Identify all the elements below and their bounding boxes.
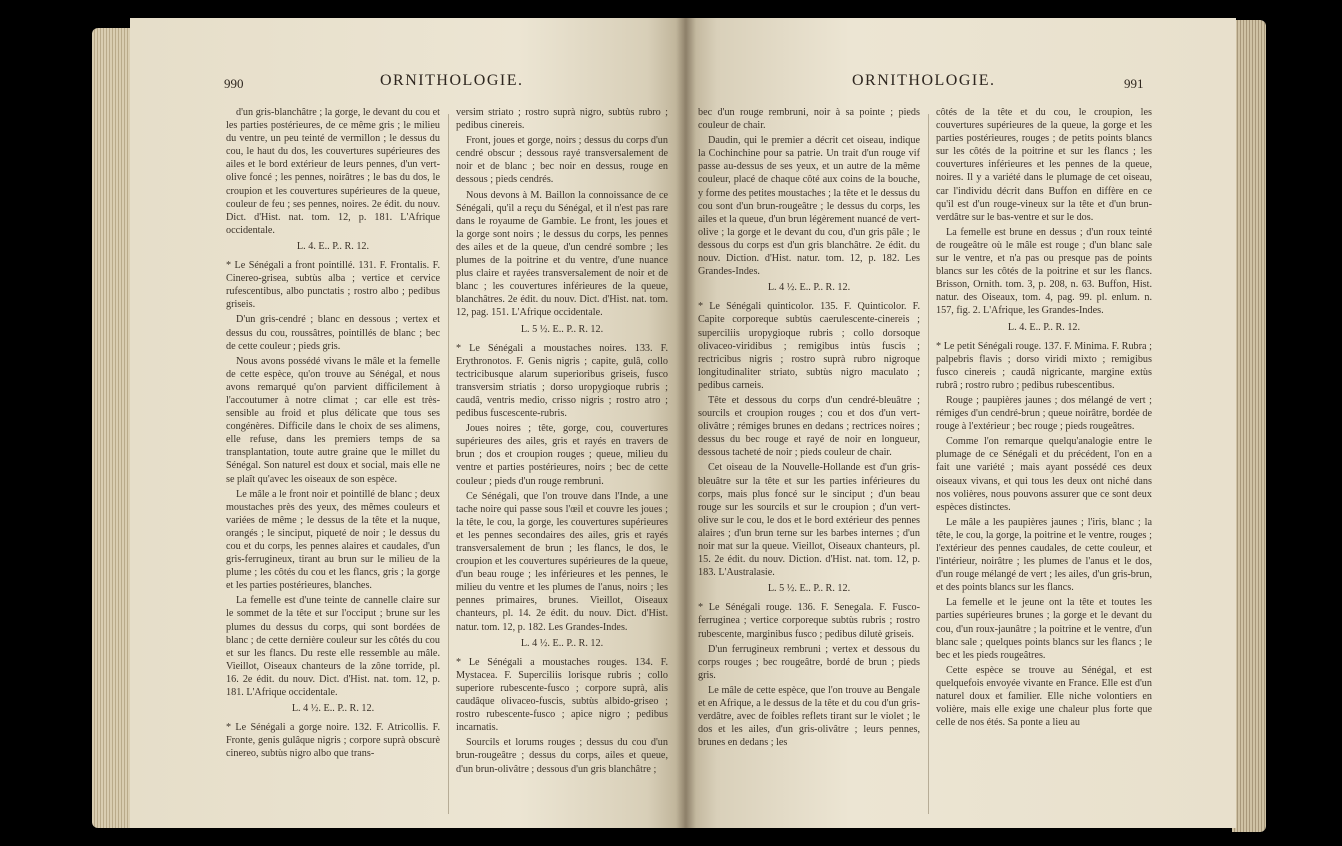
right-page-edges — [1232, 20, 1266, 832]
paragraph: Le mâle a les paupières jaunes ; l'iris, blanc ; la tête, le cou, la gorge, la poitrine et le ventre, rouges ; l'extérieur des pennes caudales, de cette couleur, et l'intérieur, noirâtre ; les plumes de l'anus et le dos, d'un rouge mélangé de vert ; les ailes, d'un gris-brun, et des points blancs sur les flancs. — [936, 516, 1152, 594]
measurement-line: L. 4 ½. E.. P.. R. 12. — [767, 282, 851, 294]
left-page-edges — [92, 28, 134, 828]
measurement-line: L. 4 ½. E.. P.. R. 12. — [291, 703, 375, 715]
book-gutter — [676, 18, 696, 828]
measurement-line: L. 5 ½. E.. P.. R. 12. — [767, 583, 851, 595]
paragraph: Comme l'on remarque quelqu'analogie entre le plumage de ce Sénégali et du précédent, l'on en a fait une variété ; mais ayant possédé ces deux oiseaux vivans, et qui tous les deux ont niché dans nos volières, nous pouvons assurer que ce sont deux espèces distinctes. — [936, 436, 1152, 513]
paragraph: Cette espèce se trouve au Sénégal, et est quelquefois envoyée vivante en France. Elle est d'un naturel doux et familier. Elle niche volontiers en volière, mais elle exige une chaleur plus forte que celle de nos étés. Sa ponte a lieu au — [936, 664, 1152, 729]
paragraph: Nous devons à M. Baillon la connoissance de ce Sénégali, qu'il a reçu du Sénégal, et il n'est pas rare dans le royaume de Gambie. Le front, les joues et la gorge sont noirs ; le dessus du corps, les pennes des ailes et de la queue, d'un cendré sombre ; les plumes de la poitrine et du ventre, d'une nuance plus claire et rayées transversalement de noir et de blanc ; les couvertures inférieures de la queue, blanchâtres. 2e édit. du nouv. Dict. d'Hist. nat. tom. 12, pag. 151. L'Afrique occidentale. — [456, 189, 668, 319]
species-entry-heading: * Le petit Sénégali rouge. 137. F. Minima. F. Rubra ; palpebris flavis ; dorso viridi mixto ; remigibus fusco cinereis ; caudâ nigricante, margine extùs rubrâ ; rostro rubro ; pedibus rubescentibus. — [936, 340, 1152, 391]
paragraph: D'un ferrugineux rembruni ; vertex et dessous du corps rouges ; bec rougeâtre, bordé de brun ; pieds gris. — [698, 643, 920, 681]
left-column-1 — [226, 106, 440, 763]
page-number-left: 990 — [224, 76, 244, 91]
species-entry-heading: * Le Sénégali a moustaches noires. 133. F. Erythronotos. F. Genis nigris ; capite, gulâ, collo tectricibusque alarum superioribus griseis, fusco transversim striatis ; dorso uropygioque rubris ; caudâ, ventris medio, crisso nigris ; rostro atro ; pedibus fuscescente-rubris. — [456, 342, 668, 420]
paragraph: Joues noires ; tête, gorge, cou, couvertures supérieures des ailes, gris et rayés en travers de brun ; dos et croupion rouges ; queue, milieu du ventre et parties postérieures, noirs ; bec de cette couleur ; pieds d'un rouge rembruni. — [456, 423, 668, 487]
column-rule — [928, 114, 929, 814]
paragraph: Rouge ; paupières jaunes ; dos mélangé de vert ; rémiges d'un cendré-brun ; queue noirâtre, bordée de rouge à l'extérieur ; bec rouge ; pieds rougeâtres. — [936, 394, 1152, 433]
species-entry-heading: * Le Sénégali a moustaches rouges. 134. F. Mystacea. F. Superciliis lorisque rubris ; collo superiore rubescente-fusco ; corpore suprà, alis caudâque olivaceo-fuscis, subtùs albido-griseo ; rostro rubescente-fusco ; apice nigro ; pedibus incarnatis. — [456, 656, 668, 734]
paragraph: Daudin, qui le premier a décrit cet oiseau, indique la Cochinchine pour sa patrie. Un trait d'un rouge vif passe au-dessus de ses yeux, et un autre de la même couleur, placé de chaque côté aux coins de la bouche, y forme des petites moustaches ; la tête et le dessus du cou sont d'un brun-rougeâtre ; le dessus du corps, les ailes et la queue, d'un brun légèrement nuancé de vert-olive ; la gorge et le devant du cou, d'un gris pâle ; le dessous du corps est d'un gris blanchâtre. 2e édit. du nouv. Diction. d'Hist. natur. tom. 12, p. 182. Les Grandes-Indes. — [698, 135, 920, 278]
right-page — [684, 18, 1236, 828]
column-rule — [448, 114, 449, 814]
paragraph: Cet oiseau de la Nouvelle-Hollande est d'un gris-bleuâtre sur la tête et sur les parties inférieures du corps, mais plus foncé sur le sinciput ; d'un beau rouge sur les sourcils et sur le croupion ; d'un vert-olive sur le cou, le dos et le bord extérieur des pennes alaires ; d'un brun terne sur les barbes internes ; d'un noir mat sur la queue. Vieillot, Oiseaux chanteurs, pl. 15. 2e édit. du nouv. Diction. d'Hist. nat. tom. 12, p. 183. L'Australasie. — [698, 462, 920, 579]
paragraph-continued: côtés de la tête et du cou, le croupion, les couvertures supérieures de la queue, la gorge et les parties postérieures, rouges ; de petits points blancs sur les côtés de la poitrine et sur les flancs ; les couvertures inférieures et les pennes de la queue, noires. Il y a variété dans le plumage de cet oiseau, car l'individu décrit dans Buffon en diffère en ce qu'il est d'un rouge-vineux sur la tête et d'un brun-verdâtre sur le bas-ventre et sur le dos. — [936, 107, 1152, 223]
paragraph: La femelle et le jeune ont la tête et toutes les parties supérieures brunes ; la gorge et le devant du cou, d'un roux-jaunâtre ; la poitrine et le ventre, d'un blanc sale ; quelques points blancs sur les flancs ; le bec et les pieds rougeâtres. — [936, 597, 1152, 661]
running-head-left: ORNITHOLOGIE. — [380, 72, 524, 89]
page-number-right: 991 — [1124, 76, 1144, 91]
right-column-2 — [936, 106, 1152, 731]
paragraph: La femelle est brune en dessus ; d'un roux teinté de rougeâtre où le mâle est rouge ; d'un blanc sale sur le ventre, et n'a pas ou presque pas de points blancs sur les côtés de la poitrine et sur les flancs. Brisson, Ornith. tom. 3, p. 208, n. 63. Buffon, Hist. natur. des Oiseaux, tom. 4, pag. 99. pl. enlum. n. 157, fig. 2. L'Afrique, les Grandes-Indes. — [936, 226, 1152, 317]
species-entry-heading: * Le Sénégali a front pointillé. 131. F. Frontalis. F. Cinereo-grisea, subtùs alba ; vertice et cervice rufescentibus, albo punctatis ; rostro albo ; pedibus griseis. — [226, 260, 440, 311]
paragraph: Tête et dessous du corps d'un cendré-bleuâtre ; sourcils et croupion rouges ; cou et dos d'un vert-olivâtre ; rémiges brunes en dedans ; rectrices noires ; dessus du bec rouge et rayé de noir en longueur, dessous tacheté de noir ; pieds couleur de chair. — [698, 394, 920, 459]
measurement-line: L. 4 ½. E.. P.. R. 12. — [520, 637, 604, 649]
left-page — [130, 18, 686, 828]
species-entry-heading: * Le Sénégali quinticolor. 135. F. Quinticolor. F. Capite corporeque subtùs caerulescente-cinereis ; superciliis uropygioque rubris ; collo dorsoque olivaceo-viridibus ; remigibus intùs fuscis ; rectricibus nigris ; rostro suprà rubro nigroque longitudinaliter striato, subtùs nigro maculato ; pedibus carneis. — [698, 301, 920, 391]
measurement-line: L. 4. E.. P.. R. 12. — [1007, 321, 1081, 333]
measurement-line: L. 4. E.. P.. R. 12. — [296, 240, 370, 252]
paragraph-continued: bec d'un rouge rembruni, noir à sa pointe ; pieds couleur de chair. — [698, 107, 920, 132]
paragraph: Nous avons possédé vivans le mâle et la femelle de cette espèce, qu'on trouve au Sénégal, et nous avons remarqué qu'on parvient difficilement à l'accoutumer à notre climat ; car elle est très-sensible au froid et plus délicate que tous ses congénères. Difficile dans le choix de ses alimens, elle refuse, dans les premiers temps de sa transplantation, toute autre graine que le millet du Sénégal. Son naturel est doux et social, mais elle ne se plaît qu'avec les oiseaux de son espèce. — [226, 355, 440, 485]
right-column-1 — [698, 106, 920, 751]
species-entry-heading: * Le Sénégali a gorge noire. 132. F. Atricollis. F. Fronte, genis gulâque nigris ; corpore suprà obscurè cinereo, subtùs nigro albo que trans- — [226, 722, 440, 760]
paragraph: Le mâle de cette espèce, que l'on trouve au Bengale et en Afrique, a le dessus de la tête et du cou d'un gris-verdâtre, avec de foibles reflets tirant sur le violet ; le dos et les ailes, d'un gris-olivâtre ; leurs pennes, brunes en dedans ; les — [698, 684, 920, 749]
paragraph: Front, joues et gorge, noirs ; dessus du corps d'un cendré obscur ; dessous rayé transversalement de noir et de blanc ; bec noir en dessus, rouge en dessous ; pieds cendrés. — [456, 135, 668, 186]
paragraph: Le mâle a le front noir et pointillé de blanc ; deux moustaches près des yeux, des mêmes couleurs et variées de même ; le dessus de la tête et la nuque, orangés ; le sinciput, piqueté de noir ; le dessus du cou et du corps, les pennes alaires et caudales, d'un gris-ferrugineux, tirant au brun sur le milieu de la plume ; les côtés du cou et les flancs, gris ; la gorge et les parties postérieures, blanches. — [226, 488, 440, 592]
paragraph: D'un gris-cendré ; blanc en dessous ; vertex et dessus du cou, roussâtres, pointillés de blanc ; bec de cette couleur ; pieds gris. — [226, 314, 440, 352]
paragraph-continued: versim striato ; rostro suprà nigro, subtùs rubro ; pedibus cinereis. — [456, 107, 668, 132]
running-head-right: ORNITHOLOGIE. — [852, 72, 996, 89]
measurement-line: L. 5 ½. E.. P.. R. 12. — [520, 323, 604, 335]
paragraph: La femelle est d'une teinte de cannelle claire sur le sommet de la tête et sur l'occiput ; brune sur les plumes du dessus du corps, qui sont bordées de blanc ; de cette dernière couleur sur les côtés du cou et sur les flancs. Du reste elle ressemble au mâle. Vieillot, Oiseaux chanteurs de la zône torride, pl. 16. 2e édit. du nouv. Dict. d'Hist. nat. tom. 12, p. 181. L'Afrique occidentale. — [226, 595, 440, 699]
species-entry-heading: * Le Sénégali rouge. 136. F. Senegala. F. Fusco-ferruginea ; vertice corporeque subtùs rubris ; rostro rubescente, marginibus fusco ; pedibus dilutè griseis. — [698, 602, 920, 640]
left-column-2 — [456, 106, 668, 778]
paragraph: d'un gris-blanchâtre ; la gorge, le devant du cou et les parties postérieures, de ce même gris ; le milieu du ventre, un peu teinté de vermillon ; le dessus du cou, le haut du dos, les couvertures supérieures des ailes et le bord extérieur de leurs pennes, d'un vert-olive foncé ; les pennes, noirâtres ; le bas du dos, le croupion et les couvertures supérieures de la queue, couleur de feu ; ses pennes, noires. 2e édit. du nouv. Dict. d'Hist. nat. tom. 12, p. 181. L'Afrique occidentale. — [226, 107, 440, 236]
paragraph: Sourcils et lorums rouges ; dessus du cou d'un brun-rougeâtre ; dessus du corps, ailes et queue, d'un brun-olivâtre ; dessous d'un gris blanchâtre ; — [456, 737, 668, 775]
paragraph: Ce Sénégali, que l'on trouve dans l'Inde, a une tache noire qui passe sous l'œil et couvre les joues ; la tête, le cou, la gorge, les couvertures supérieures et les pennes secondaires des ailes, gris et rayés transversalement de brun ; les flancs, le dos, le croupion et les couvertures supérieures de la queue, d'un beau rouge ; les inférieures et les pennes, le milieu du ventre et les plumes de l'anus, noirs ; les pennes primaires, brunes. Vieillot, Oiseaux chanteurs, pl. 14. 2e édit. du nouv. Dict. d'Hist. natur. tom. 12, p. 182. Les Grandes-Indes. — [456, 490, 668, 633]
